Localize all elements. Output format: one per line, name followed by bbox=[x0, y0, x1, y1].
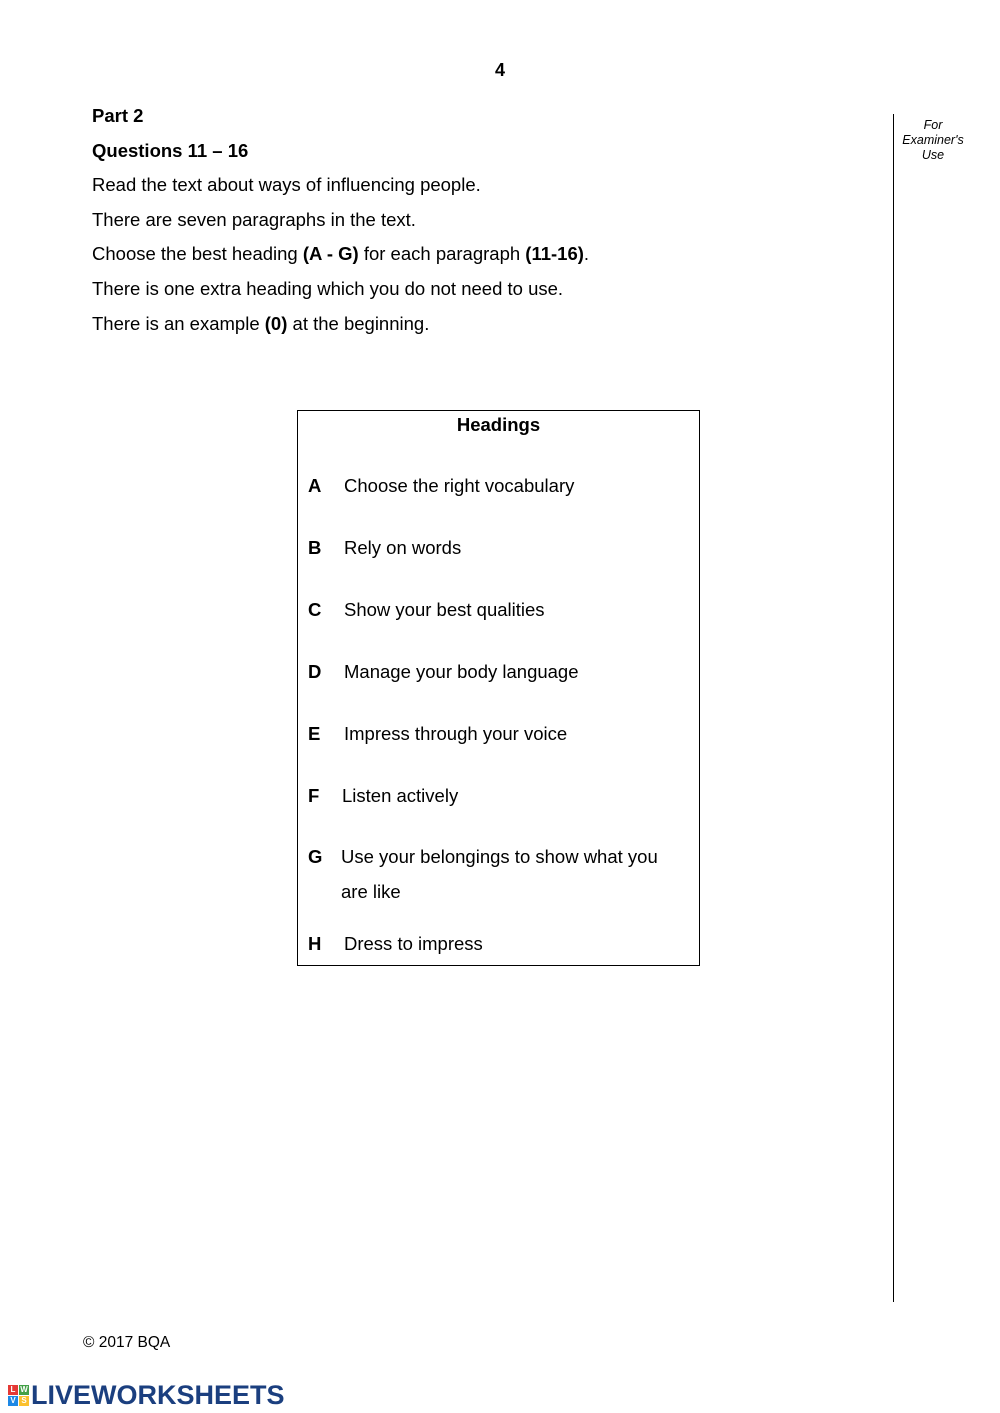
logo-text: LIVEWORKSHEETS bbox=[31, 1380, 285, 1410]
liveworksheets-logo-icon bbox=[8, 1385, 29, 1406]
instruction-line-3-post: . bbox=[583, 243, 590, 265]
heading-item-e bbox=[308, 716, 688, 751]
headings-title: Headings bbox=[456, 414, 541, 435]
instruction-line-5-bold: (0) bbox=[264, 312, 288, 334]
heading-item-g bbox=[308, 839, 688, 909]
heading-letter: H bbox=[308, 933, 322, 954]
instruction-line-4: There is one extra heading which you do not need to use. bbox=[92, 277, 564, 299]
heading-text: Use your belongings to show what you are like bbox=[341, 846, 658, 902]
copyright: © 2017 BQA bbox=[83, 1334, 171, 1351]
heading-text: Listen actively bbox=[342, 785, 459, 806]
instruction-line-3 bbox=[92, 242, 589, 277]
questions-range: Questions 11 – 16 bbox=[92, 139, 249, 161]
instructions bbox=[92, 104, 589, 346]
heading-letter: D bbox=[308, 661, 322, 682]
instruction-line-3-mid: for each paragraph bbox=[358, 243, 526, 265]
heading-item-c bbox=[308, 592, 688, 627]
part-title: Part 2 bbox=[92, 105, 144, 126]
heading-letter: B bbox=[308, 537, 322, 558]
instruction-line-2: There are seven paragraphs in the text. bbox=[92, 208, 416, 230]
heading-item-h bbox=[308, 926, 688, 961]
heading-item-a bbox=[308, 468, 688, 503]
heading-text: Impress through your voice bbox=[344, 723, 568, 744]
instruction-line-5-post: at the beginning. bbox=[287, 312, 430, 334]
heading-letter: E bbox=[308, 723, 321, 744]
heading-letter: C bbox=[308, 599, 322, 620]
logo-icon-tile: V bbox=[8, 1396, 18, 1406]
heading-letter: F bbox=[308, 785, 320, 806]
heading-item-f bbox=[308, 778, 688, 813]
heading-text: Choose the right vocabulary bbox=[344, 475, 575, 496]
heading-text: Manage your body language bbox=[344, 661, 579, 682]
instruction-line-5-pre: There is an example bbox=[92, 312, 265, 334]
heading-item-d bbox=[308, 654, 688, 689]
instruction-line-5 bbox=[92, 312, 589, 347]
heading-item-b bbox=[308, 530, 688, 565]
instruction-line-3-bold-1: (A - G) bbox=[302, 243, 359, 265]
page-number: 4 bbox=[494, 60, 505, 80]
liveworksheets-logo[interactable] bbox=[8, 1380, 285, 1411]
instruction-line-1: Read the text about ways of influencing people. bbox=[92, 174, 481, 196]
heading-letter: G bbox=[308, 846, 323, 867]
logo-icon-tile: S bbox=[19, 1396, 29, 1406]
heading-text: Dress to impress bbox=[344, 933, 483, 954]
examiner-margin-line bbox=[893, 114, 894, 1302]
headings-box bbox=[297, 410, 700, 966]
heading-text: Rely on words bbox=[344, 537, 462, 558]
examiner-use-label: For Examiner's Use bbox=[902, 118, 964, 162]
heading-letter: A bbox=[308, 475, 322, 496]
logo-icon-tile: W bbox=[20, 1385, 28, 1394]
instruction-line-3-bold-2: (11-16) bbox=[525, 243, 584, 265]
instruction-line-3-pre: Choose the best heading bbox=[92, 243, 303, 265]
logo-icon-tile: L bbox=[8, 1385, 18, 1395]
heading-text: Show your best qualities bbox=[344, 599, 545, 620]
